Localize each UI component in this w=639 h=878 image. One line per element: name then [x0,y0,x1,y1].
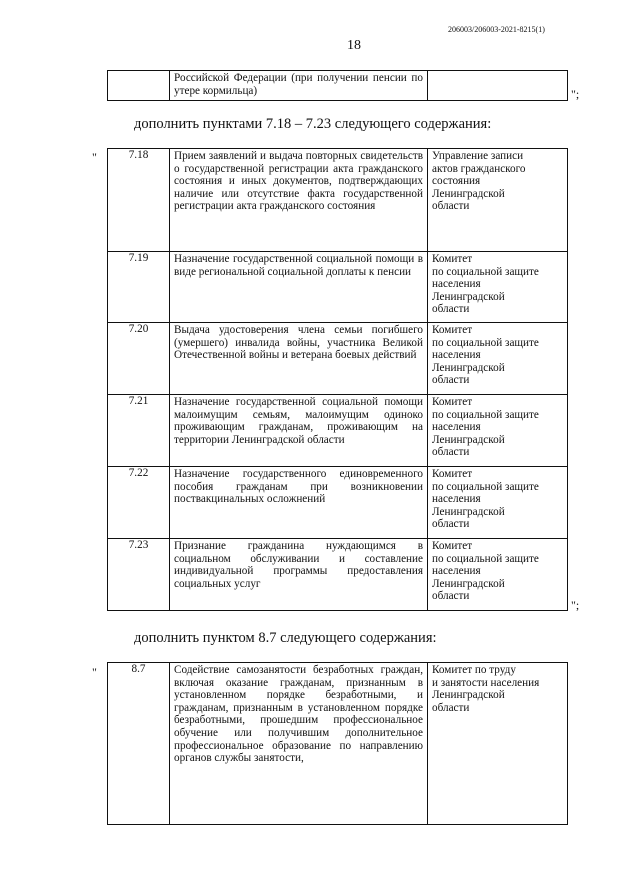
row-number: 7.22 [108,467,170,539]
row-description: Прием заявлений и выдача повторных свидетельств о государственной регистрации акта гражданского состояния и иных документов, подтверждающих наличие или отсутствие факта государственной регистрации акта гражданского состояния [170,149,428,252]
row-organization: Комитет по социальной защите населения Ленинградской области [428,252,568,323]
row-number [108,71,170,101]
row-organization: Комитет по социальной защите населения Ленинградской области [428,539,568,611]
opening-quote: " [92,150,97,164]
row-organization [428,71,568,101]
row-number: 7.19 [108,252,170,323]
row-number: 7.23 [108,539,170,611]
table-row [108,663,568,825]
row-organization: Комитет по социальной защите населения Ленинградской области [428,395,568,467]
row-number: 7.20 [108,323,170,395]
row-organization: Комитет по социальной защите населения Ленинградской области [428,323,568,395]
services-table [107,148,568,611]
page-number: 18 [347,38,361,53]
table-row [108,395,568,467]
row-description: Содействие самозанятости безработных граждан, включая оказание гражданам, признанным в установленном порядке безработными, и гражданам, признанным в установленном порядке безработными, прошедшим профессиональное обучение или получившим дополнительное профессиональное образование по направлению органов службы занятости, [170,663,428,825]
table-row [108,149,568,252]
table-row [108,252,568,323]
row-number: 8.7 [108,663,170,825]
table-row [108,323,568,395]
opening-quote: " [92,665,97,679]
table-row [108,539,568,611]
row-description: Российской Федерации (при получении пенсии по утере кормильца) [170,71,428,101]
closing-quote: "; [571,87,580,101]
row-description: Назначение государственной социальной помощи малоимущим семьям, малоимущим одиноко проживающим гражданам, проживающим на территории Ленинградской области [170,395,428,467]
top-table [107,70,568,101]
row-description: Признание гражданина нуждающимся в социальном обслуживании и составление индивидуальной программы предоставления социальных услуг [170,539,428,611]
section-intro: дополнить пунктами 7.18 – 7.23 следующего содержания: [134,116,492,132]
row-description: Назначение государственного единовременного пособия гражданам при возникновении поствакцинальных осложнений [170,467,428,539]
row-description: Выдача удостоверения члена семьи погибшего (умершего) инвалида войны, участника Великой Отечественной войны и ветерана боевых действий [170,323,428,395]
services-table [107,662,568,825]
row-description: Назначение государственной социальной помощи в виде региональной социальной доплаты к пенсии [170,252,428,323]
row-organization: Управление записи актов гражданского состояния Ленинградской области [428,149,568,252]
row-organization: Комитет по труду и занятости населения Ленинградской области [428,663,568,825]
section-intro: дополнить пунктом 8.7 следующего содержания: [134,630,437,646]
document-id: 206003/206003-2021-8215(1) [448,25,545,34]
row-organization: Комитет по социальной защите населения Ленинградской области [428,467,568,539]
closing-quote: "; [571,598,580,612]
table-row [108,467,568,539]
row-number: 7.18 [108,149,170,252]
row-number: 7.21 [108,395,170,467]
table-row [108,71,568,101]
